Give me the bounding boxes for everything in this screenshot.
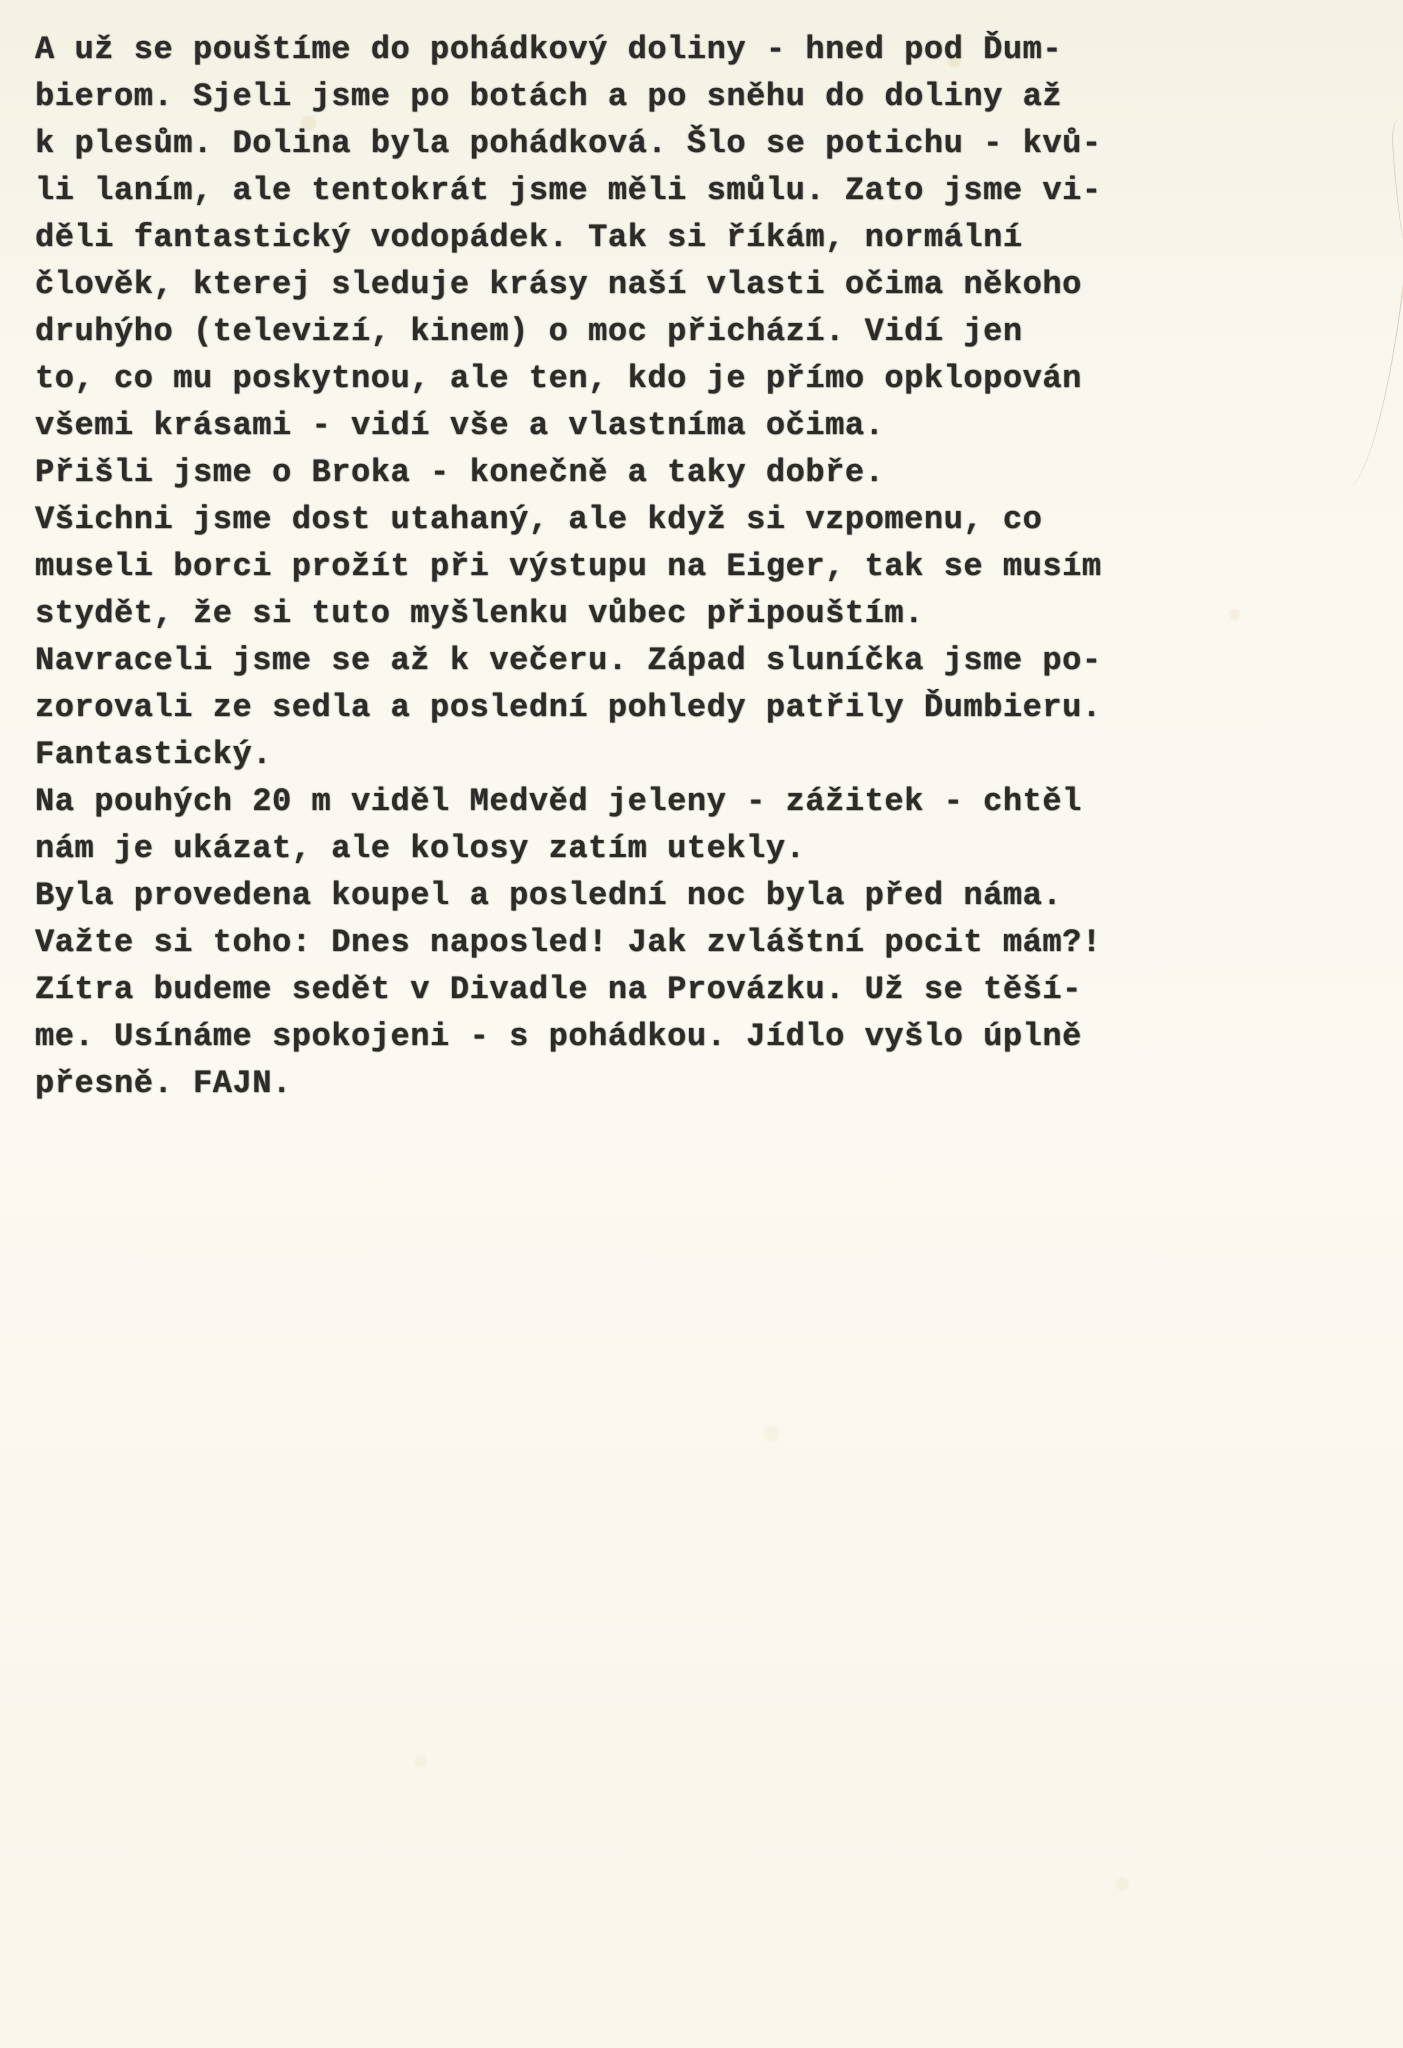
text-line: k plesům. Dolina byla pohádková. Šlo se potichu - kvů-	[35, 125, 1102, 162]
text-line: přesně. FAJN.	[35, 1065, 292, 1102]
text-line: A už se pouštíme do pohádkový doliny - hned pod Ďum-	[35, 31, 1063, 68]
text-line: bierom. Sjeli jsme po botách a po sněhu do doliny až	[35, 78, 1063, 115]
text-line: Važte si toho: Dnes naposled! Jak zvláštní pocit mám?!	[35, 924, 1102, 961]
text-line: Byla provedena koupel a poslední noc byla před náma.	[35, 877, 1063, 914]
text-line: stydět, že si tuto myšlenku vůbec připouštím.	[35, 595, 924, 632]
text-line: všemi krásami - vidí vše a vlastníma očima.	[35, 407, 885, 444]
text-line: nám je ukázat, ale kolosy zatím utekly.	[35, 830, 806, 867]
text-line: druhýho (televizí, kinem) o moc přichází. Vidí jen	[35, 313, 1023, 350]
text-line: Navraceli jsme se až k večeru. Západ sluníčka jsme po-	[35, 642, 1102, 679]
text-line: Fantastický.	[35, 736, 273, 773]
text-line: člověk, kterej sleduje krásy naší vlasti očima někoho	[35, 266, 1082, 303]
paper-scratch-mark	[1390, 120, 1403, 251]
typewritten-text-block	[35, 26, 1375, 1107]
text-line: to, co mu poskytnou, ale ten, kdo je přímo opklopován	[35, 360, 1082, 397]
text-line: li laním, ale tentokrát jsme měli smůlu. Zato jsme vi-	[35, 172, 1102, 209]
text-line: zorovali ze sedla a poslední pohledy patřily Ďumbieru.	[35, 689, 1102, 726]
text-line: Přišli jsme o Broka - konečně a taky dobře.	[35, 454, 885, 491]
text-line: museli borci prožít při výstupu na Eiger, tak se musím	[35, 548, 1102, 585]
text-line: děli fantastický vodopádek. Tak si říkám, normální	[35, 219, 1023, 256]
text-line: Všichni jsme dost utahaný, ale když si vzpomenu, co	[35, 501, 1043, 538]
text-line: me. Usínáme spokojeni - s pohádkou. Jídlo vyšlo úplně	[35, 1018, 1082, 1055]
text-line: Zítra budeme sedět v Divadle na Provázku. Už se těší-	[35, 971, 1082, 1008]
text-line: Na pouhých 20 m viděl Medvěd jeleny - zážitek - chtěl	[35, 783, 1082, 820]
